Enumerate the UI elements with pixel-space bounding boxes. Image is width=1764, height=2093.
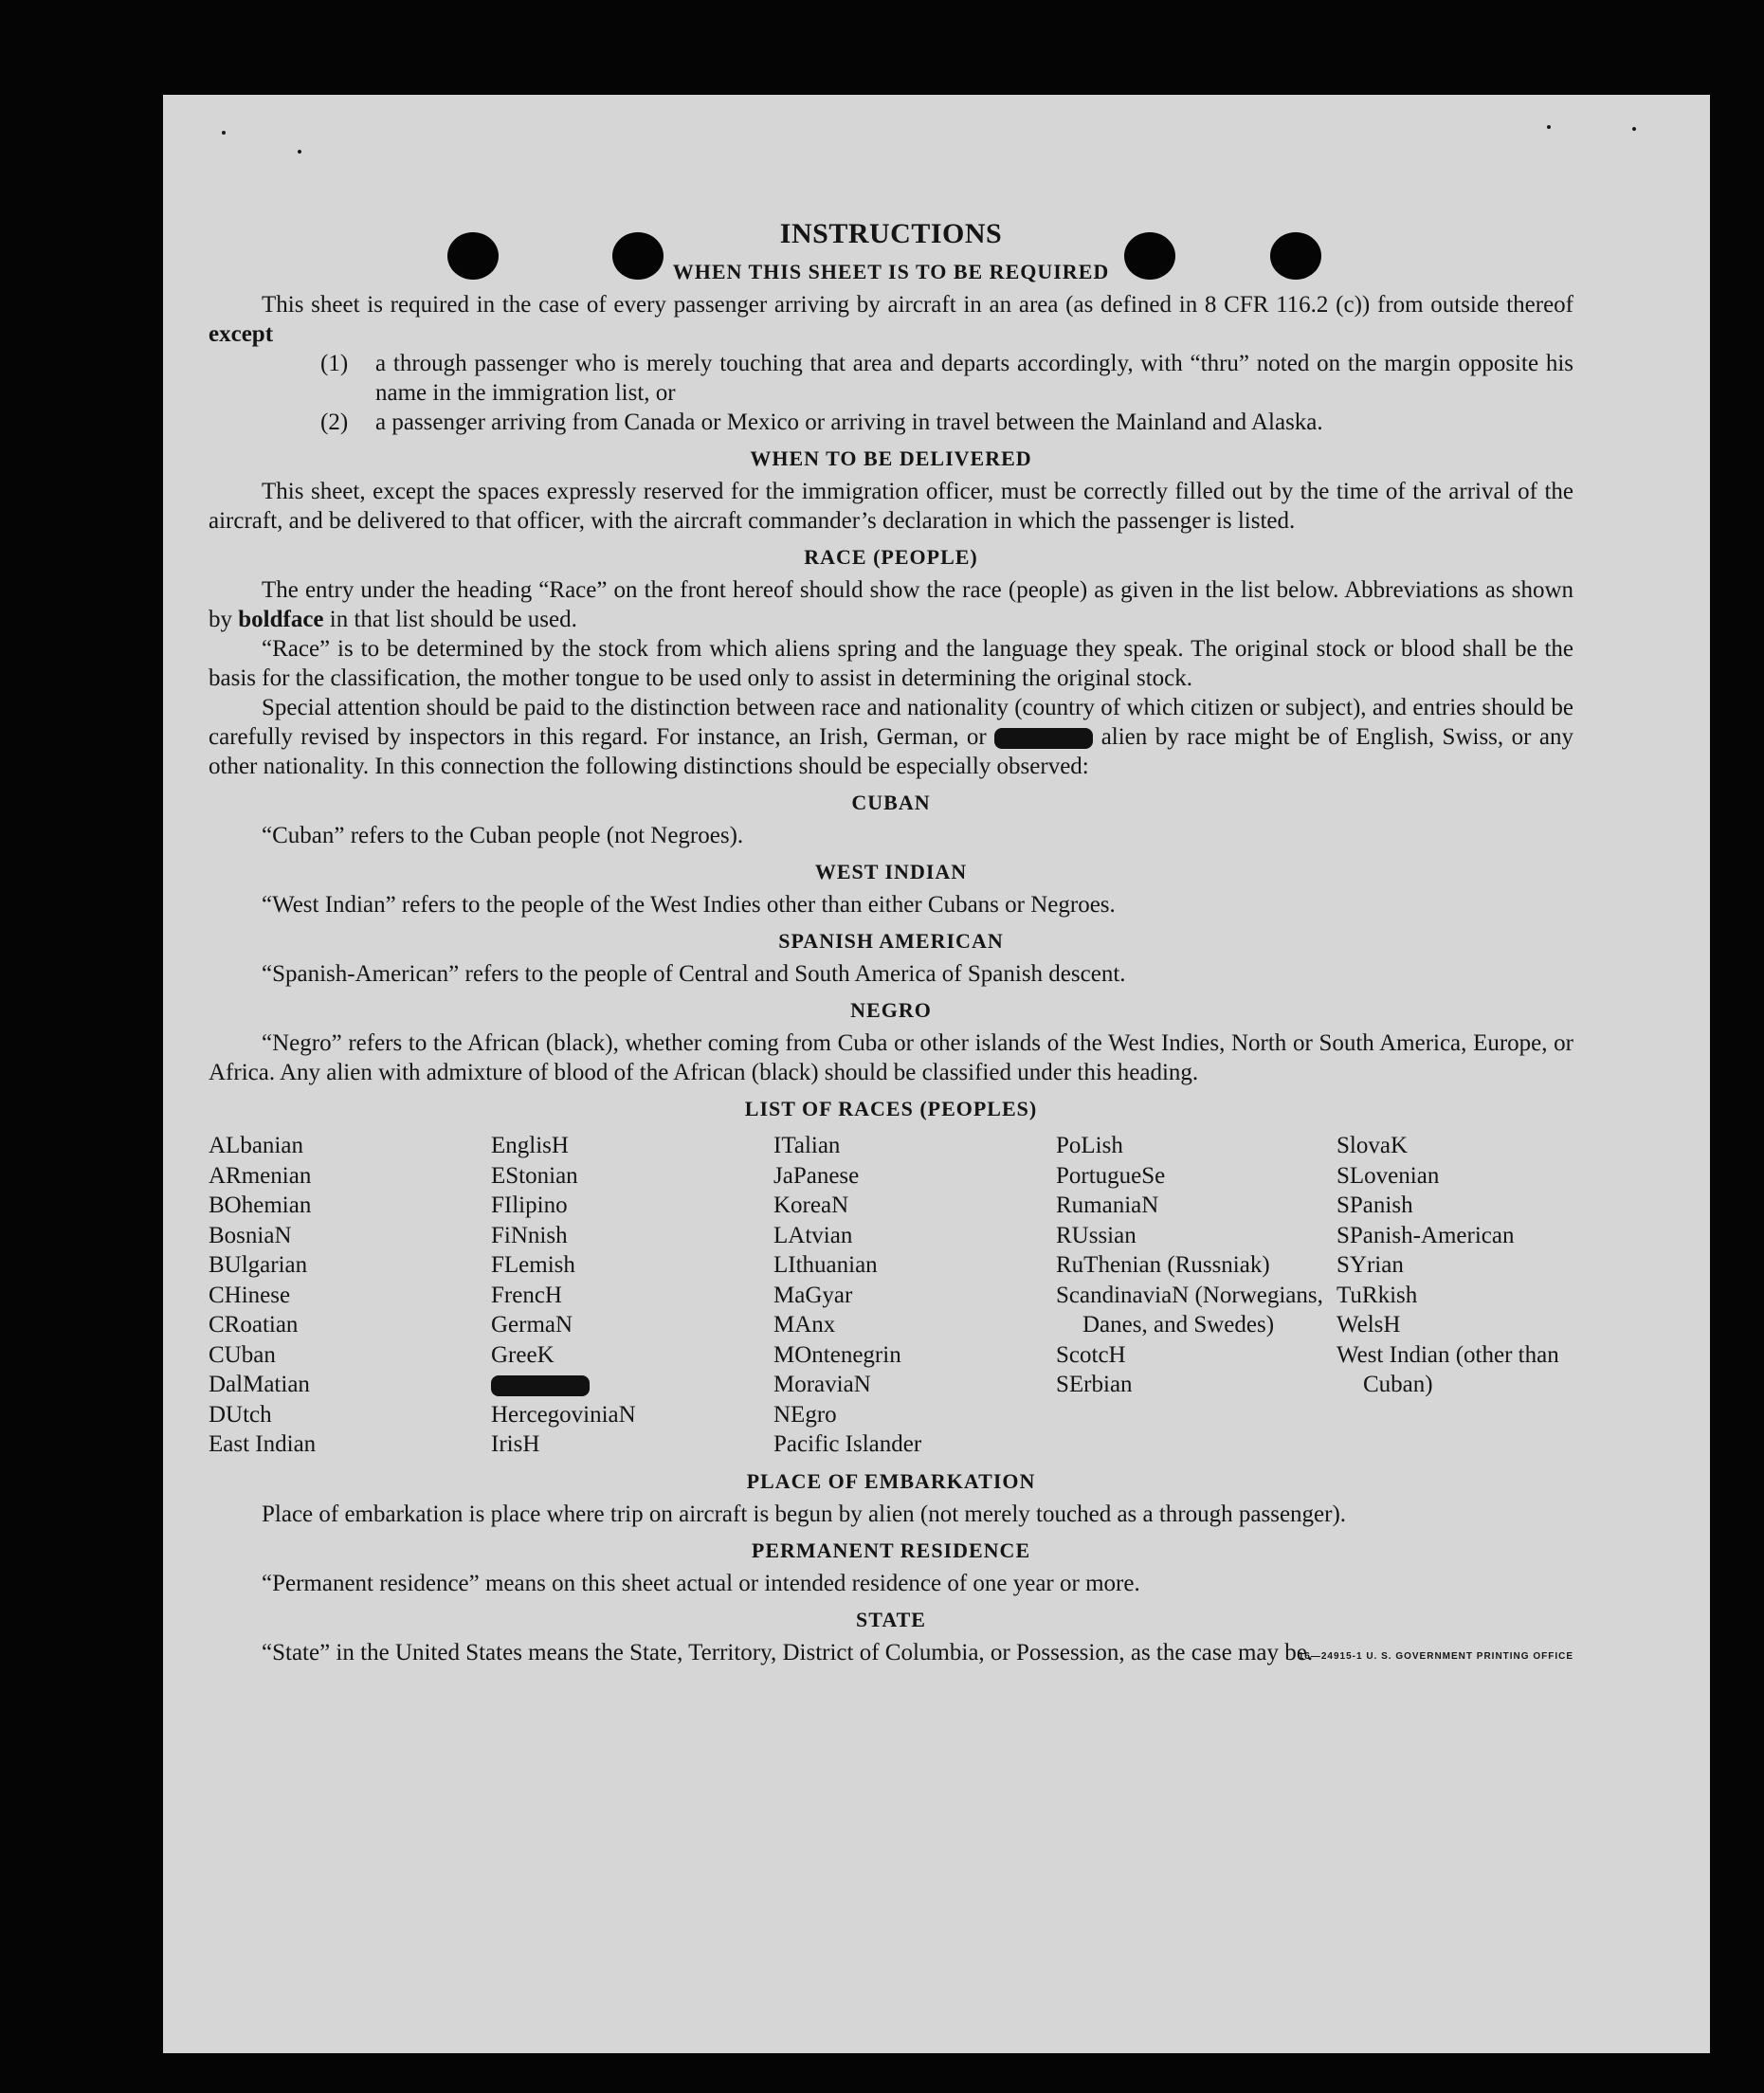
exception-item: [209, 408, 1573, 437]
when-delivered-heading: WHEN TO BE DELIVERED: [750, 446, 1032, 470]
races-column: [1056, 1131, 1337, 1460]
race-entry: MoraviaN: [773, 1372, 871, 1397]
residence-text: “Permanent residence” means on this sheet actual or intended residence of one year or more.: [262, 1570, 1140, 1596]
race-entry-redacted: [491, 1370, 773, 1400]
race-entry: RumaniaN: [1056, 1192, 1159, 1218]
race-entry: East Indian: [209, 1431, 317, 1457]
intro-except: except: [209, 321, 274, 347]
printer-imprint: 16—24915-1 U. S. GOVERNMENT PRINTING OFFICE: [1298, 1650, 1573, 1662]
race-heading: RACE (PEOPLE): [804, 545, 978, 569]
race-entry: BOhemian: [209, 1192, 312, 1218]
race-entry: LIthuanian: [773, 1252, 878, 1278]
race-entry: West Indian (other than Cuban): [1337, 1341, 1559, 1397]
race-p1-text: The entry under the heading “Race” on the front hereof should show the race (people) as given in the list below. Abbreviations as shown by: [209, 577, 1573, 632]
race-entry: SErbian: [1056, 1372, 1133, 1397]
negro-text: “Negro” refers to the African (black), whether coming from Cuba or other islands of the West Indies, North or South America, Europe, or Africa. Any alien with admixture of blood of the African (black) should be classified under this heading.: [209, 1030, 1573, 1085]
race-entry: CHinese: [209, 1282, 291, 1308]
cuban-heading: CUBAN: [851, 791, 931, 814]
races-column: [773, 1131, 1056, 1460]
instructions-content: [209, 218, 1573, 1664]
speck: [1632, 127, 1636, 131]
race-entry: PortugueSe: [1056, 1162, 1166, 1189]
race-entry: KoreaN: [773, 1192, 849, 1218]
races-column: [1337, 1131, 1573, 1460]
race-entry: RuThenian (Russniak): [1056, 1252, 1270, 1278]
when-delivered-text: This sheet, except the spaces expressly reserved for the immigration officer, must be correctly filled out by the time of the arrival of the aircraft, and be delivered to that officer, with the aircraft commander’s declaration in which the passenger is listed.: [209, 479, 1573, 534]
spanish-american-heading: SPANISH AMERICAN: [778, 929, 1004, 953]
race-entry: BosniaN: [209, 1222, 292, 1248]
race-p1-text-end: in that list should be used.: [323, 607, 577, 632]
race-entry: MOntenegrin: [773, 1341, 901, 1368]
race-entry: MAnx: [773, 1312, 836, 1338]
race-entry: SPanish: [1337, 1192, 1413, 1218]
race-entry: Pacific Islander: [773, 1431, 922, 1457]
redaction-mark: [491, 1375, 590, 1396]
race-entry: DalMatian: [209, 1372, 310, 1397]
race-entry: SlovaK: [1337, 1133, 1408, 1158]
negro-heading: NEGRO: [850, 998, 932, 1022]
race-entry: BUlgarian: [209, 1252, 308, 1278]
race-paragraph-2: “Race” is to be determined by the stock from which aliens spring and the language they speak. The original stock or blood shall be the basis for the classification, the mother tongue to be used only to assist in determining the original stock.: [209, 636, 1573, 691]
race-entry: SYrian: [1337, 1252, 1404, 1278]
residence-heading: PERMANENT RESIDENCE: [751, 1538, 1031, 1562]
race-entry: RUssian: [1056, 1222, 1137, 1248]
item-number: (2): [320, 410, 349, 435]
state-text: “State” in the United States means the State, Territory, District of Columbia, or Possession, as the case may be.: [262, 1639, 1314, 1665]
when-required-heading: WHEN THIS SHEET IS TO BE REQUIRED: [672, 260, 1110, 283]
races-column: [209, 1131, 491, 1460]
race-entry: FIlipino: [491, 1192, 568, 1218]
when-required-intro: [209, 290, 1573, 349]
race-entry: CRoatian: [209, 1312, 299, 1338]
race-entry: HercegoviniaN: [491, 1401, 636, 1428]
west-indian-text: “West Indian” refers to the people of the West Indies other than either Cubans or Negroes.: [262, 892, 1116, 918]
race-p3-text-end: alien by race might be of English, Swiss, or any other nationality. In this connection the following distinctions should be especially observed:: [209, 724, 1573, 779]
item-number: (1): [320, 351, 349, 376]
page-title: INSTRUCTIONS: [779, 218, 1003, 249]
race-entry: FrencH: [491, 1282, 562, 1308]
races-column: [491, 1131, 773, 1460]
race-entry: WelsH: [1337, 1312, 1401, 1338]
race-entry: EnglisH: [491, 1133, 569, 1158]
redaction-mark: [994, 728, 1093, 749]
race-entry: ARmenian: [209, 1162, 312, 1189]
race-p1-bold: boldface: [238, 607, 324, 632]
race-entry: FLemish: [491, 1252, 575, 1278]
race-entry: FiNnish: [491, 1222, 568, 1248]
race-entry: ScandinaviaN (Norwegians, Danes, and Swedes): [1056, 1282, 1323, 1338]
west-indian-heading: WEST INDIAN: [814, 860, 968, 883]
race-entry: GreeK: [491, 1341, 555, 1368]
speck: [222, 131, 226, 135]
race-entry: MaGyar: [773, 1282, 853, 1308]
race-entry: CUban: [209, 1341, 276, 1368]
race-entry: LAtvian: [773, 1222, 853, 1248]
race-paragraph-1: [209, 575, 1573, 634]
spanish-american-text: “Spanish-American” refers to the people of Central and South America of Spanish descent.: [262, 961, 1126, 987]
embarkation-text: Place of embarkation is place where trip on aircraft is begun by alien (not merely touched as a through passenger).: [262, 1501, 1347, 1527]
race-entry: EStonian: [491, 1162, 578, 1189]
race-p3-text: Special attention should be paid to the distinction between race and nationality (country of which citizen or subject), and entries should be carefully revised by inspectors in this regard. For instance, an Irish, German, or: [209, 695, 1573, 750]
race-entry: JaPanese: [773, 1162, 860, 1189]
race-entry: TuRkish: [1337, 1282, 1418, 1308]
race-paragraph-3: [209, 693, 1573, 781]
exception-item: [209, 349, 1573, 408]
race-entry: SLovenian: [1337, 1162, 1440, 1189]
race-entry: GermaN: [491, 1312, 573, 1338]
race-entry: SPanish-American: [1337, 1222, 1515, 1248]
race-entry: PoLish: [1056, 1133, 1123, 1158]
race-entry: NEgro: [773, 1401, 837, 1428]
race-entry: DUtch: [209, 1401, 272, 1428]
instruction-sheet: [163, 95, 1710, 2053]
races-table: [209, 1131, 1573, 1460]
race-entry: ITalian: [773, 1133, 841, 1158]
item-text: a through passenger who is merely touching that area and departs accordingly, with “thru” noted on the margin opposite his name in the immigration list, or: [375, 351, 1573, 406]
race-entry: ScotcH: [1056, 1341, 1126, 1368]
speck: [1547, 125, 1551, 129]
cuban-text: “Cuban” refers to the Cuban people (not Negroes).: [262, 823, 744, 848]
embarkation-heading: PLACE OF EMBARKATION: [746, 1468, 1036, 1493]
intro-text: This sheet is required in the case of every passenger arriving by aircraft in an area (as defined in 8 CFR 116.2 (c)) from outside thereof: [262, 292, 1573, 318]
race-entry: ALbanian: [209, 1133, 303, 1158]
speck: [298, 150, 301, 154]
state-heading: STATE: [856, 1607, 926, 1631]
item-text: a passenger arriving from Canada or Mexico or arriving in travel between the Mainland and Alaska.: [375, 410, 1323, 435]
list-of-races-heading: LIST OF RACES (PEOPLES): [744, 1097, 1038, 1120]
race-entry: IrisH: [491, 1431, 540, 1457]
